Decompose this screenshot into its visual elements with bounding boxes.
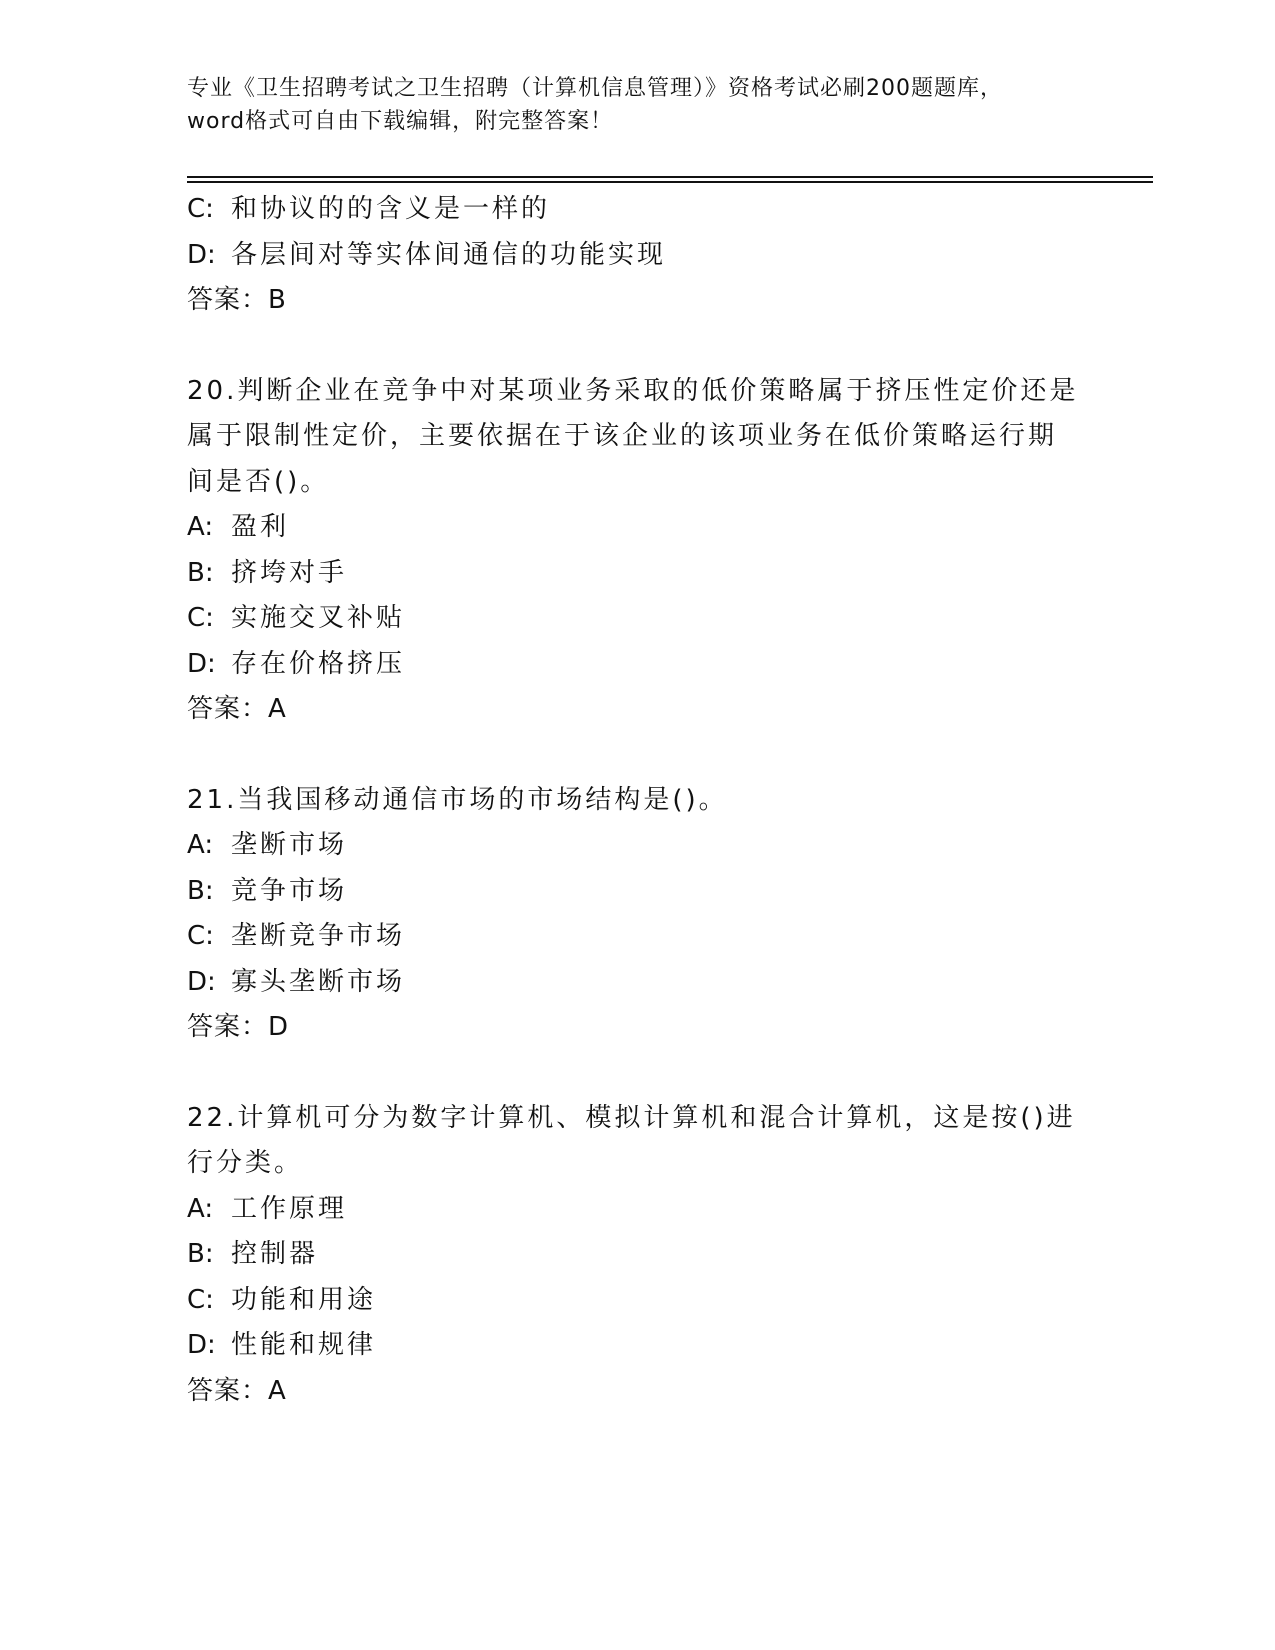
spacer [187,1051,1087,1096]
option-text: 工作原理 [231,1193,348,1224]
question-19-continued [187,187,1087,324]
header-rule-bottom [187,181,1153,183]
option-letter: D: [187,239,216,270]
option-text: 性能和规律 [231,1330,377,1360]
option-text: 竞争市场 [231,875,348,906]
option-text: 各层间对等实体间通信的功能实现 [231,239,667,270]
question-list [187,187,1087,1414]
option-letter: C: [187,921,214,951]
option-letter: C: [187,1284,214,1315]
option-c [187,914,1087,960]
option-letter: B: [187,557,214,588]
option-text: 挤垮对手 [231,557,348,588]
option-text: 和协议的的含义是一样的 [231,194,551,224]
option-letter: C: [187,194,214,224]
option-letter: D: [187,1330,216,1360]
question-stem-line: 21.当我国移动通信市场的市场结构是()。 [187,784,728,815]
answer-line: 答案：D [187,1012,290,1042]
option-c [187,187,1087,233]
option-letter: C: [187,603,214,633]
option-d [187,233,1087,279]
option-letter: B: [187,875,214,906]
question-stem-line: 行分类。 [187,1148,304,1178]
option-letter: D: [187,648,216,679]
header-rule-top [187,176,1153,178]
option-letter: A: [187,830,214,860]
option-b [187,869,1087,915]
option-c [187,1278,1087,1324]
option-letter: A: [187,1193,214,1224]
option-letter: B: [187,1239,214,1269]
option-a [187,823,1087,869]
option-d [187,642,1087,688]
option-letter: D: [187,966,216,997]
option-d [187,1323,1087,1369]
question-stem-line: 22.计算机可分为数字计算机、模拟计算机和混合计算机，这是按()进 [187,1102,1076,1133]
answer-line: 答案：B [187,285,287,315]
option-text: 垄断竞争市场 [231,921,406,951]
option-text: 控制器 [231,1239,319,1269]
option-text: 垄断市场 [231,830,348,860]
spacer [187,733,1087,778]
option-b [187,1232,1087,1278]
option-text: 实施交叉补贴 [231,603,406,633]
header-title-line-1: 专业《卫生招聘考试之卫生招聘（计算机信息管理）》资格考试必刷200题题库， [187,76,1003,101]
option-a [187,1187,1087,1233]
option-text: 寡头垄断市场 [231,966,406,997]
option-b [187,551,1087,597]
answer-line: 答案：A [187,1375,287,1406]
spacer [187,324,1087,369]
option-d [187,960,1087,1006]
option-text: 盈利 [231,512,290,542]
document-header [187,72,1087,138]
question-21 [187,778,1087,1051]
answer-line: 答案：A [187,694,287,724]
question-stem-line: 20.判断企业在竞争中对某项业务采取的低价策略属于挤压性定价还是 [187,375,1079,406]
option-text: 功能和用途 [231,1284,377,1315]
option-letter: A: [187,512,214,542]
option-a [187,505,1087,551]
option-text: 存在价格挤压 [231,648,406,679]
question-stem-line: 属于限制性定价，主要依据在于该企业的该项业务在低价策略运行期 [187,421,1058,451]
header-title-line-2: word格式可自由下载编辑，附完整答案！ [187,109,614,134]
question-20 [187,369,1087,733]
question-22 [187,1096,1087,1415]
option-c [187,596,1087,642]
question-stem-line: 间是否()。 [187,466,330,497]
